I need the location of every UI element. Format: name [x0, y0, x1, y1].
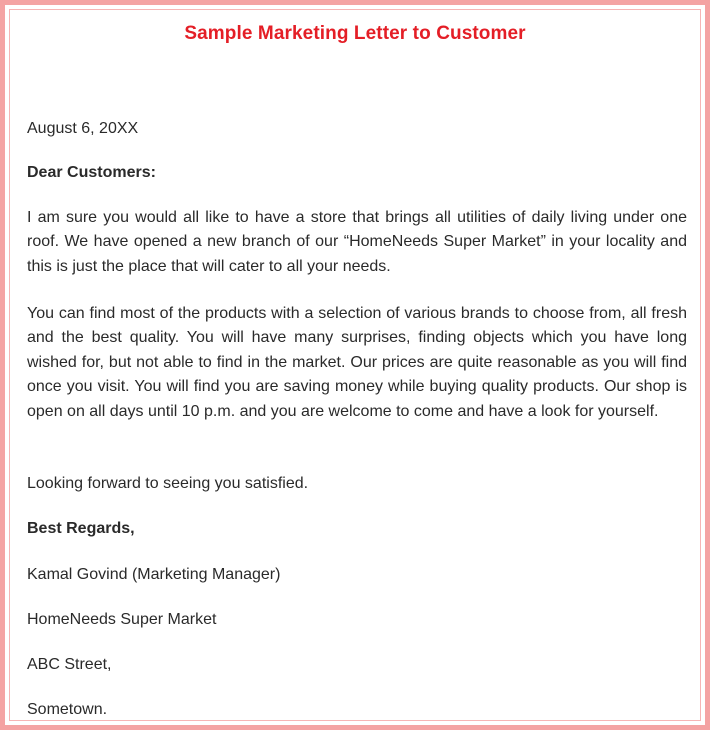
salutation: Dear Customers: [27, 164, 156, 181]
signature-name: Kamal Govind (Marketing Manager) [27, 566, 281, 583]
closing-line: Looking forward to seeing you satisfied. [27, 475, 309, 492]
paragraph-products: You can find most of the products with a selection of various brands to choose from, all fresh and the best quality. You will have many surprises, finding objects which you have long wished for, but not able to find in the market. Our prices are quite reasonable as you will find once you visit. You will find you are saving money while buying quality products. Our shop is open on all days until 10 p.m. and you are welcome to come and have a look for yourself. [27, 305, 687, 420]
signature-town: Sometown. [27, 701, 108, 718]
signature-company: HomeNeeds Super Market [27, 611, 217, 628]
paragraph-intro: I am sure you would all like to have a store that brings all utilities of daily living under one roof. We have opened a new branch of our “HomeNeeds Super Market” in your locality and this is just the place that will cater to all your needs. [27, 209, 687, 275]
sign-off: Best Regards, [27, 520, 135, 537]
letter-title: Sample Marketing Letter to Customer [184, 23, 526, 44]
signature-street: ABC Street, [27, 656, 112, 673]
letter-date: August 6, 20XX [27, 120, 139, 137]
